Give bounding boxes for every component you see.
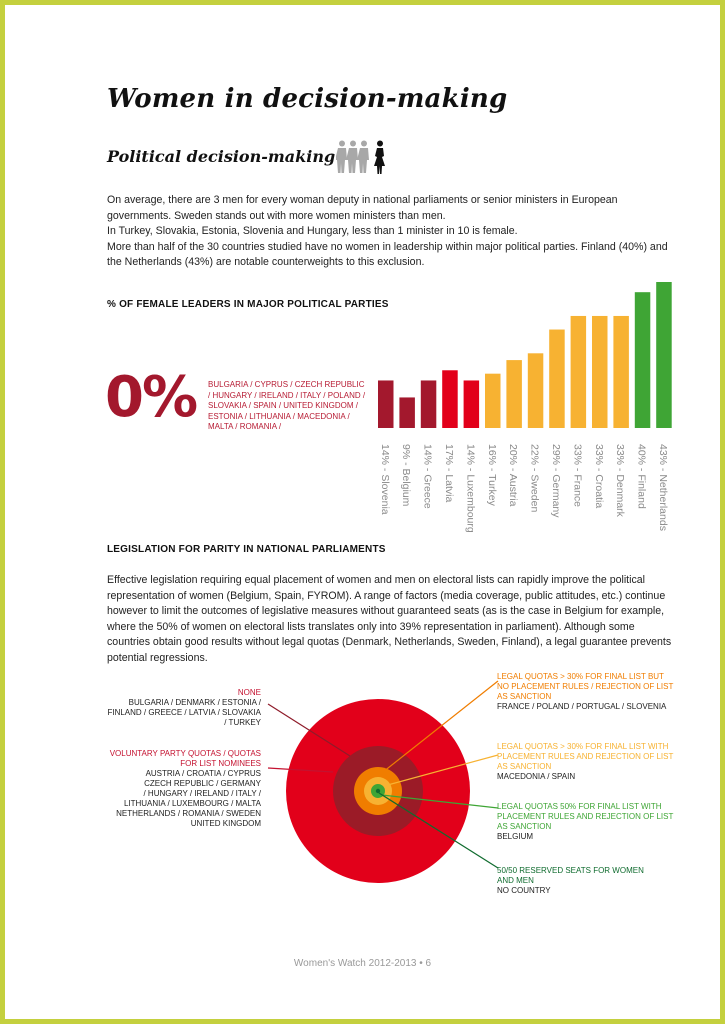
leaders-heading: % OF FEMALE LEADERS IN MAJOR POLITICAL PARTIES bbox=[107, 299, 389, 310]
zero-percent-label: 0% bbox=[105, 365, 197, 430]
bar-germany bbox=[549, 330, 565, 428]
bar-sweden bbox=[528, 353, 544, 428]
bar-tick-label: 29% - Germany bbox=[549, 444, 562, 518]
bar-tick-label: 9% - Belgium bbox=[400, 444, 413, 507]
bar-france bbox=[571, 316, 587, 428]
label-heading: FOR LIST NOMINEES bbox=[180, 759, 261, 768]
ring-reserved-seats bbox=[376, 789, 380, 793]
page-title: Women in decision-making bbox=[107, 84, 508, 114]
intro-text bbox=[107, 193, 677, 271]
label-heading: VOLUNTARY PARTY QUOTAS / QUOTAS bbox=[109, 749, 261, 758]
zero-percent-countries: BULGARIA / CYPRUS / CZECH REPUBLIC / HUNGARY / IRELAND / ITALY / POLAND / SLOVAKIA / SPAIN / UNITED KINGDOM / ESTONIA / LITHUANIA / MACEDONIA / MALTA / ROMANIA / bbox=[208, 380, 366, 431]
bar-luxembourg bbox=[464, 380, 480, 428]
bar-tick-label: 14% - Greece bbox=[421, 444, 434, 509]
bar-turkey bbox=[485, 374, 501, 428]
section-subtitle: Political decision-making bbox=[107, 147, 336, 166]
label-countries: FRANCE / POLAND / PORTUGAL / SLOVENIA bbox=[497, 702, 667, 711]
label-quota-50 bbox=[497, 802, 687, 842]
label-countries: NETHERLANDS / ROMANIA / SWEDEN bbox=[116, 809, 261, 818]
label-countries: MACEDONIA / SPAIN bbox=[497, 772, 576, 781]
label-heading: LEGAL QUOTAS 50% FOR FINAL LIST WITH bbox=[497, 802, 662, 811]
label-heading: LEGAL QUOTAS > 30% FOR FINAL LIST BUT bbox=[497, 672, 664, 681]
label-countries: BELGIUM bbox=[497, 832, 534, 841]
bar-tick-label: 14% - Luxembourg bbox=[464, 444, 477, 533]
label-countries: FINLAND / GREECE / LATVIA / SLOVAKIA bbox=[107, 708, 261, 717]
label-countries: LITHUANIA / LUXEMBOURG / MALTA bbox=[123, 799, 261, 808]
label-countries: / HUNGARY / IRELAND / ITALY / bbox=[143, 789, 261, 798]
bar-tick-label: 20% - Austria bbox=[507, 444, 520, 507]
bar-tick-label: 22% - Sweden bbox=[528, 444, 541, 513]
label-countries: CZECH REPUBLIC / GERMANY bbox=[144, 779, 261, 788]
label-countries: BULGARIA / DENMARK / ESTONIA / bbox=[128, 698, 261, 707]
bar-tick-label: 43% - Netherlands bbox=[656, 444, 669, 531]
legislation-heading: LEGISLATION FOR PARITY IN NATIONAL PARLIAMENTS bbox=[107, 544, 386, 555]
legislation-text: Effective legislation requiring equal placement of women and men on electoral lists can rapidly improve the political representation of women (Belgium, Spain, FYROM). A range of factors (media coverage, public attitudes, etc.) continue however to limit the outcomes of legislative measures without guaranteed seats (as is the case in Belgium for example, where the 50% of women on electoral lists translates only into 39% representation in parliament). Although some countries obtain good results without legal quotas (Denmark, Netherlands, Sweden, Finland), a legal guarantee prevents potential regressions. bbox=[107, 574, 672, 664]
label-heading: 50/50 RESERVED SEATS FOR WOMEN bbox=[497, 866, 644, 875]
label-countries: UNITED KINGDOM bbox=[190, 819, 261, 828]
bar-tick-label: 40% - Finland bbox=[635, 444, 648, 509]
page-footer: Women's Watch 2012-2013 • 6 bbox=[293, 958, 432, 969]
people-figures-icon bbox=[336, 140, 392, 174]
bar-denmark bbox=[613, 316, 629, 428]
intro-paragraph: In Turkey, Slovakia, Estonia, Slovenia and Hungary, less than 1 minister in 10 is female. bbox=[107, 225, 518, 237]
label-reserved bbox=[497, 866, 687, 896]
female-leaders-bar-chart bbox=[370, 270, 680, 545]
label-heading: AS SANCTION bbox=[497, 822, 552, 831]
label-countries: NO COUNTRY bbox=[497, 886, 551, 895]
label-voluntary bbox=[100, 749, 261, 829]
bar-tick-label: 14% - Slovenia bbox=[378, 444, 391, 515]
bar-tick-label: 16% - Turkey bbox=[485, 444, 498, 506]
label-heading: AND MEN bbox=[497, 876, 534, 885]
label-heading: PLACEMENT RULES AND REJECTION OF LIST bbox=[497, 812, 674, 821]
bar-finland bbox=[635, 292, 651, 428]
bar-greece bbox=[421, 380, 437, 428]
bar-netherlands bbox=[656, 282, 672, 428]
label-heading: AS SANCTION bbox=[497, 762, 552, 771]
bar-austria bbox=[506, 360, 522, 428]
bar-slovenia bbox=[378, 380, 394, 428]
bar-tick-label: 33% - France bbox=[571, 444, 584, 508]
label-none bbox=[100, 688, 261, 728]
label-countries: / TURKEY bbox=[224, 718, 261, 727]
label-quota-no-rules bbox=[497, 672, 687, 712]
label-heading: PLACEMENT RULES AND REJECTION OF LIST bbox=[497, 752, 674, 761]
label-countries: AUSTRIA / CROATIA / CYPRUS bbox=[145, 769, 261, 778]
bar-belgium bbox=[399, 397, 415, 428]
bar-latvia bbox=[442, 370, 458, 428]
label-heading: LEGAL QUOTAS > 30% FOR FINAL LIST WITH bbox=[497, 742, 669, 751]
label-quota-rules bbox=[497, 742, 687, 782]
label-heading: NONE bbox=[237, 688, 261, 697]
label-heading: NO PLACEMENT RULES / REJECTION OF LIST bbox=[497, 682, 674, 691]
intro-paragraph: More than half of the 30 countries studied have no women in leadership within major political parties. Finland (40%) and the Netherlands (43%) are notable counterweights to this exclusion. bbox=[107, 240, 668, 268]
bar-tick-label: 33% - Croatia bbox=[592, 444, 605, 509]
bar-croatia bbox=[592, 316, 608, 428]
bar-tick-label: 33% - Denmark bbox=[614, 444, 627, 517]
intro-paragraph: On average, there are 3 men for every woman deputy in national parliaments or senior ministers in European governments. Sweden stands out with more women ministers than men. bbox=[107, 194, 618, 222]
bar-tick-label: 17% - Latvia bbox=[442, 444, 455, 503]
label-heading: AS SANCTION bbox=[497, 692, 552, 701]
